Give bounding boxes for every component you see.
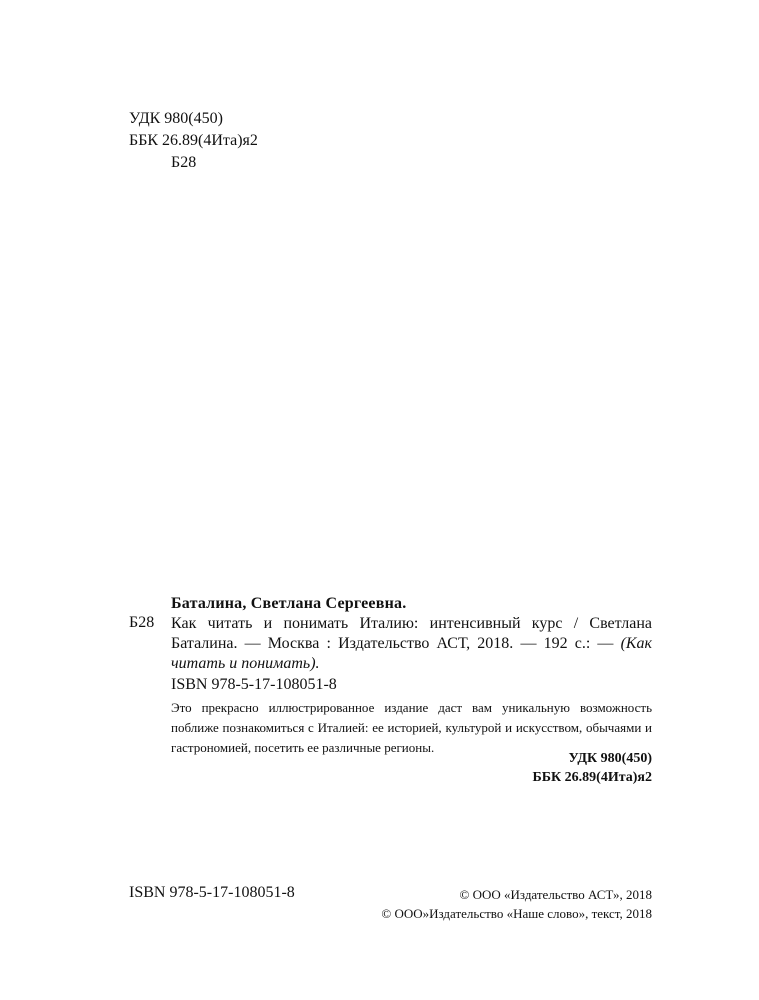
footer-isbn: ISBN 978-5-17-108051-8 [129, 884, 295, 901]
card-isbn: ISBN 978-5-17-108051-8 [171, 676, 337, 693]
card-annotation: Это прекрасно иллюстрированное издание даст вам уникальную возможность поближе познакомиться с Италией: ее историей, культурой и искусством, обычаями и гастрономией, посетить ее различные регионы. [171, 700, 652, 755]
card-description [171, 614, 652, 674]
card-author-sign: Б28 [129, 614, 155, 631]
bbk-code: ББК 26.89(4Ита)я2 [129, 132, 258, 149]
udk-code: УДК 980(450) [129, 110, 223, 127]
card-udk: УДК 980(450) [568, 751, 652, 766]
card-author: Баталина, Светлана Сергеевна. [171, 595, 407, 612]
card-description-text: Как читать и понимать Италию: интенсивный курс / Светлана Баталина. — Москва : Издательство АСТ, 2018. — 192 с.: — [171, 615, 652, 652]
copyright-ast: © ООО «Издательство АСТ», 2018 [459, 887, 652, 902]
copyright-nashe-slovo: © ООО»Издательство «Наше слово», текст, 2018 [381, 906, 652, 921]
card-bbk: ББК 26.89(4Ита)я2 [532, 770, 652, 785]
author-sign: Б28 [171, 154, 197, 171]
card-series: (Как читать и понимать). [171, 635, 653, 672]
